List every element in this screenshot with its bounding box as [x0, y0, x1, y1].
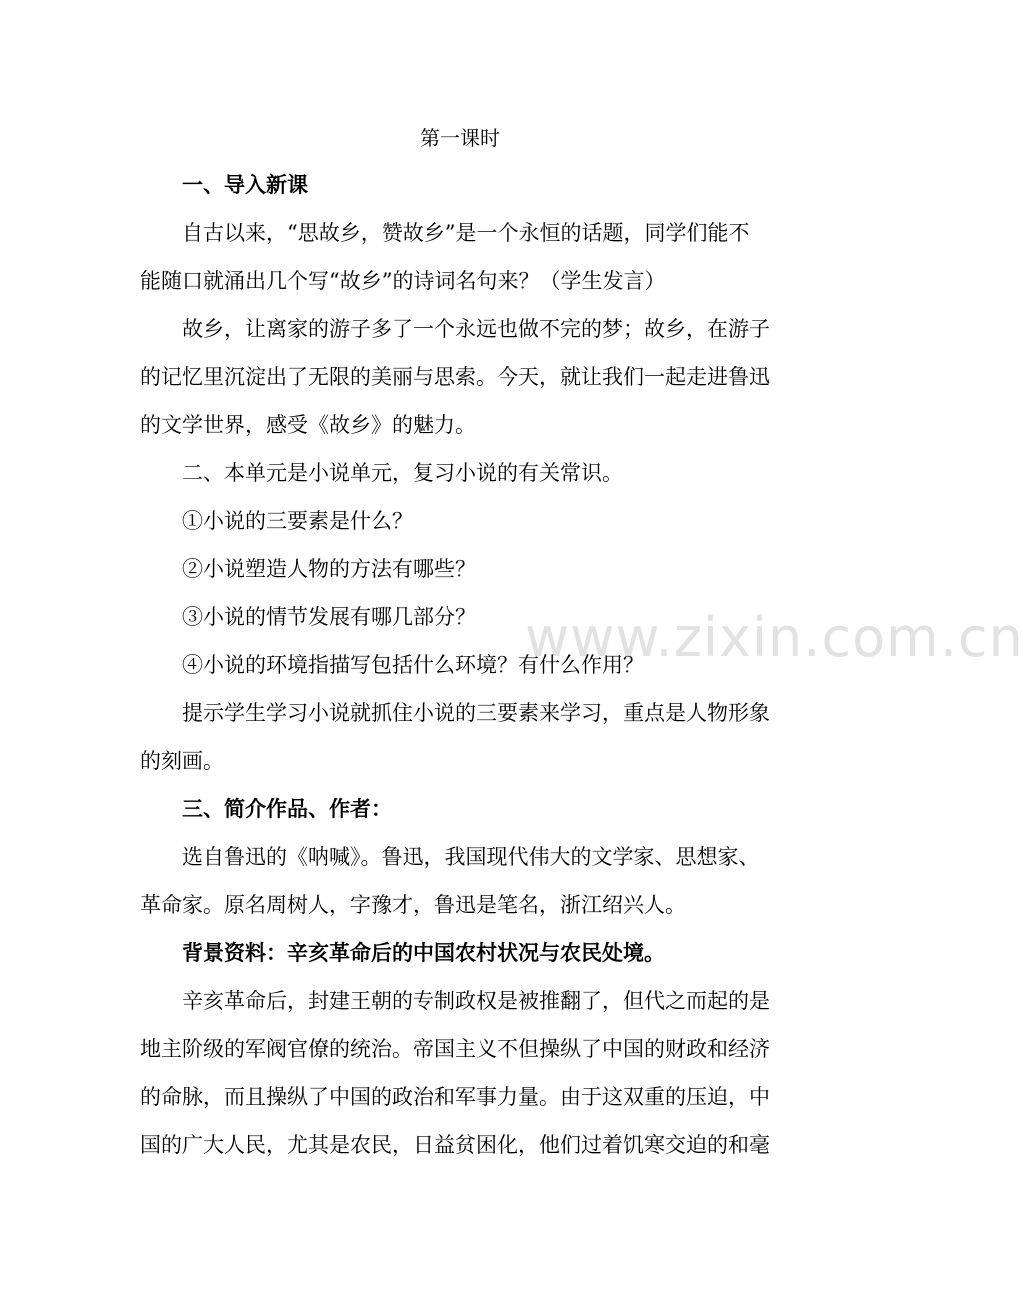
list-item: ②小说塑造人物的方法有哪些？ [182, 557, 476, 581]
paragraph-line: 的命脉，而且操纵了中国的政治和军事力量。由于这双重的压迫，中 [140, 1085, 770, 1109]
paragraph-line: 辛亥革命后，封建王朝的专制政权是被推翻了，但代之而起的是 [182, 989, 770, 1013]
section-heading-1: 一、导入新课 [182, 173, 308, 197]
section-heading-3: 三、简介作品、作者： [182, 797, 392, 821]
paragraph-line: 的文学世界，感受《故乡》的魅力。 [140, 413, 476, 437]
paragraph-line: 提示学生学习小说就抓住小说的三要素来学习，重点是人物形象 [182, 701, 770, 725]
list-item: ①小说的三要素是什么？ [182, 509, 413, 533]
paragraph-line: 的记忆里沉淀出了无限的美丽与思索。今天，就让我们一起走进鲁迅 [140, 365, 770, 389]
page-title: 第一课时 [420, 126, 500, 150]
list-item: ④小说的环境指描写包括什么环境？有什么作用？ [182, 653, 644, 677]
paragraph-line: 国的广大人民，尤其是农民，日益贫困化，他们过着饥寒交迫的和毫 [140, 1133, 770, 1157]
paragraph-line: 革命家。原名周树人，字豫才，鲁迅是笔名，浙江绍兴人。 [140, 893, 686, 917]
paragraph-line: 选自鲁迅的《呐喊》。鲁迅，我国现代伟大的文学家、思想家、 [182, 845, 760, 869]
section-heading-2: 二、本单元是小说单元，复习小说的有关常识。 [182, 461, 623, 485]
paragraph-line: 地主阶级的军阀官僚的统治。帝国主义不但操纵了中国的财政和经济 [140, 1037, 770, 1061]
watermark: www.zixin.com.cn [525, 606, 1024, 669]
paragraph-line: 自古以来，“思故乡，赞故乡”是一个永恒的话题，同学们能不 [182, 221, 750, 245]
background-heading: 背景资料：辛亥革命后的中国农村状况与农民处境。 [182, 941, 665, 965]
paragraph-line: 的刻画。 [140, 749, 224, 773]
paragraph-line: 能随口就涌出几个写“故乡”的诗词名句来？（学生发言） [140, 269, 666, 293]
list-item: ③小说的情节发展有哪几部分？ [182, 605, 476, 629]
paragraph-line: 故乡，让离家的游子多了一个永远也做不完的梦；故乡，在游子 [182, 317, 770, 341]
